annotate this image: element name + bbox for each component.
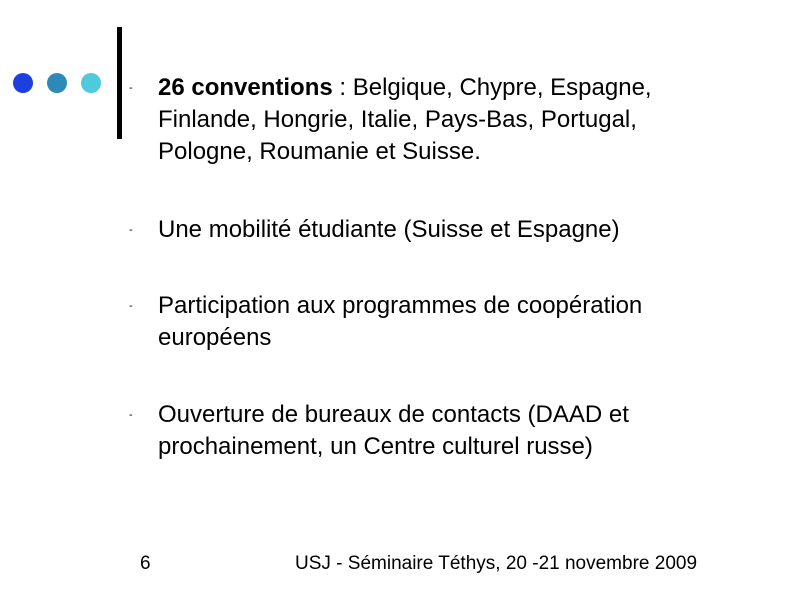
bullet-text: Ouverture de bureaux de contacts (DAAD et prochainement, un Centre culturel russe) (158, 401, 629, 460)
bullet-marker: - (129, 300, 133, 312)
bullet-marker: - (129, 82, 133, 94)
bullet-marker: - (129, 409, 133, 421)
page-number: 6 (140, 553, 151, 574)
bullet-text: Une mobilité étudiante (Suisse et Espagne) (158, 216, 620, 243)
bullet-marker: - (129, 224, 133, 236)
bullet-item-1 (129, 72, 718, 168)
bullet-item-2 (129, 214, 758, 246)
bullet-item-3 (129, 290, 718, 354)
footer-text: USJ - Séminaire Téthys, 20 -21 novembre 2009 (295, 553, 698, 574)
bullet-text: : Belgique, Chypre, Espagne, Finlande, Hongrie, Italie, Pays-Bas, Portugal, Pologne, Roumanie et Suisse. (158, 74, 652, 165)
bullet-item-4 (129, 399, 698, 463)
bullet-text: Participation aux programmes de coopération européens (158, 292, 643, 351)
bullet-bold-text: 26 conventions (158, 74, 333, 101)
